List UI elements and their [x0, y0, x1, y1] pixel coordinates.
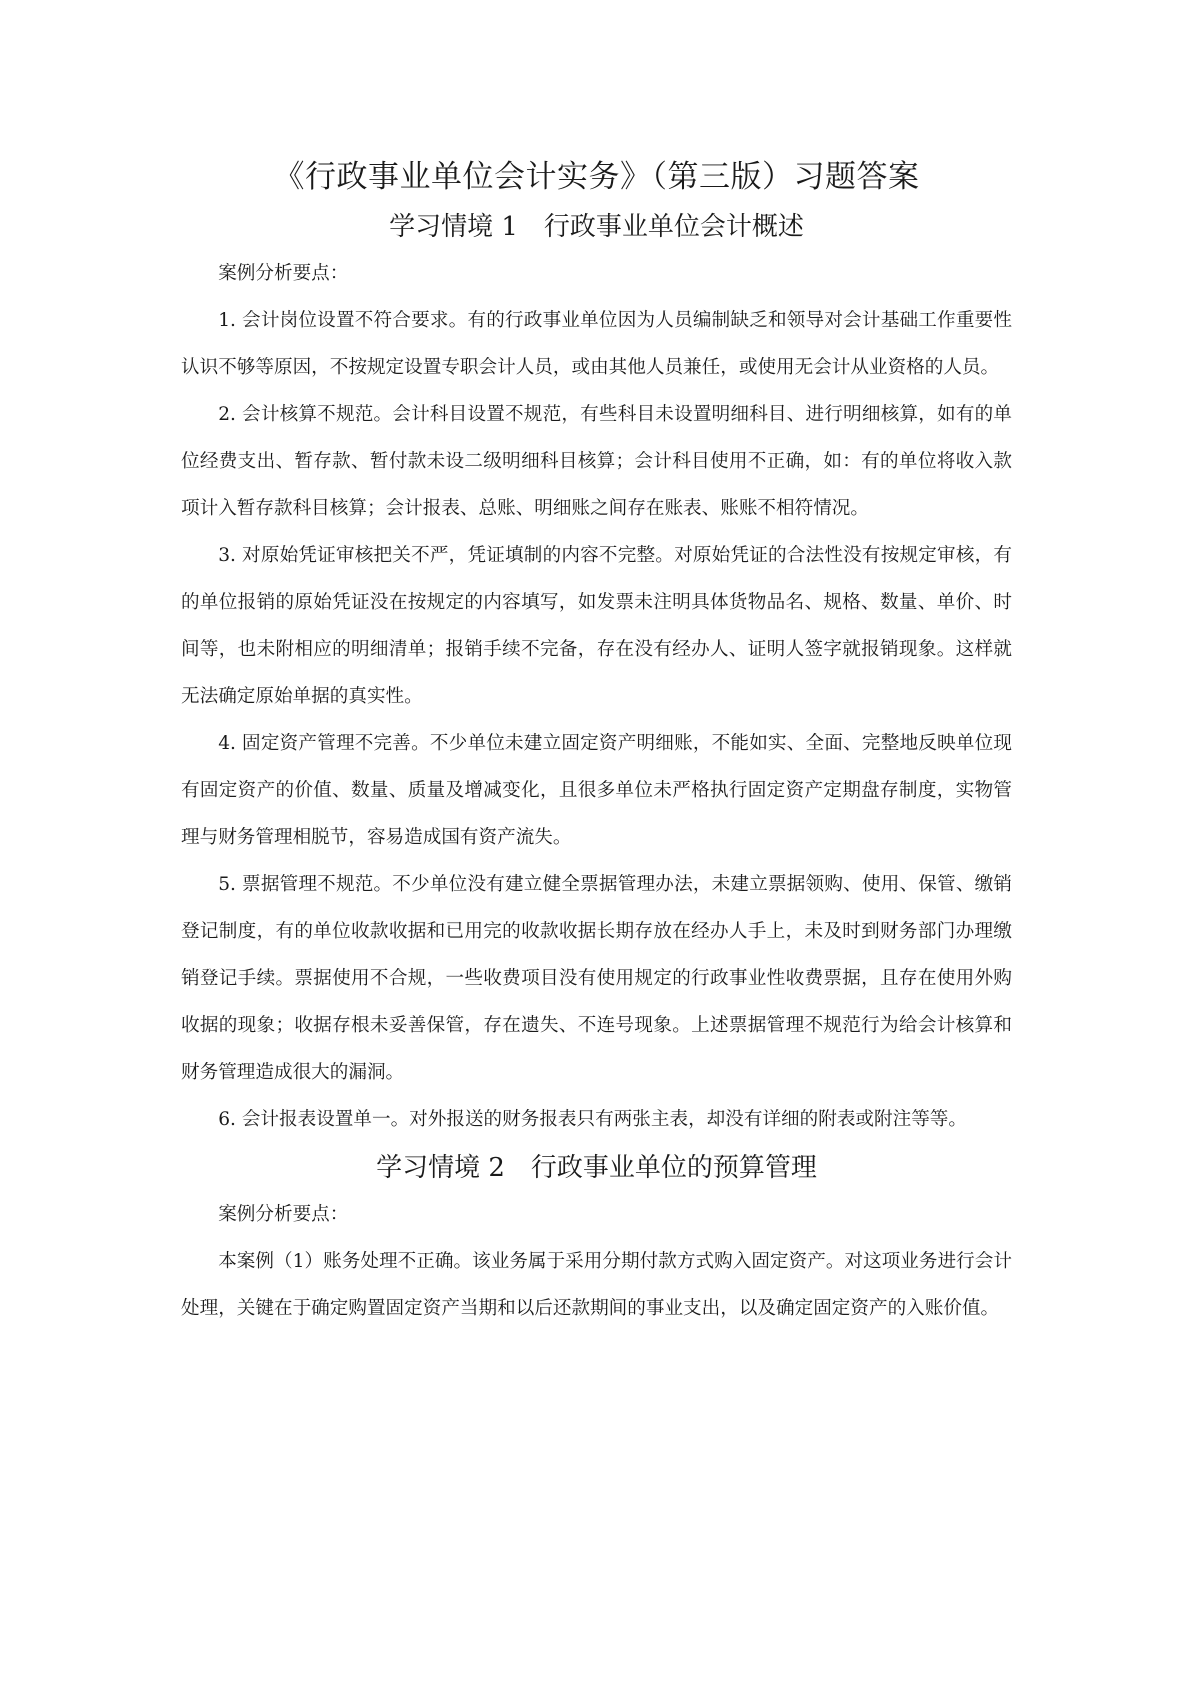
document-title: 《行政事业单位会计实务》（第三版）习题答案 — [273, 159, 920, 195]
document-page — [181, 150, 1012, 1332]
section-1-body — [181, 250, 1012, 1143]
section-1-point-5: 5. 票据管理不规范。不少单位没有建立健全票据管理办法，未建立票据领购、使用、保管、缴销登记制度，有的单位收款收据和已用完的收款收据长期存放在经办人手上，未及时到财务部门办理缴销登记手续。票据使用不合规，一些收费项目没有使用规定的行政事业性收费票据，且存在使用外购收据的现象；收据存根未妥善保管，存在遗失、不连号现象。上述票据管理不规范行为给会计核算和财务管理造成很大的漏洞。 — [181, 874, 1012, 1083]
section-1-point-4: 4. 固定资产管理不完善。不少单位未建立固定资产明细账，不能如实、全面、完整地反映单位现有固定资产的价值、数量、质量及增减变化，且很多单位未严格执行固定资产定期盘存制度，实物管理与财务管理相脱节，容易造成国有资产流失。 — [181, 733, 1012, 848]
section-2-body — [181, 1191, 1012, 1332]
section-2-paragraph-1: 本案例（1）账务处理不正确。该业务属于采用分期付款方式购入固定资产。对这项业务进行会计处理，关键在于确定购置固定资产当期和以后还款期间的事业支出，以及确定固定资产的入账价值。 — [181, 1251, 1012, 1319]
section-1-intro: 案例分析要点： — [218, 263, 349, 284]
section-1-number: 学习情境 1 — [389, 212, 518, 242]
section-1-point-3: 3. 对原始凭证审核把关不严，凭证填制的内容不完整。对原始凭证的合法性没有按规定审核，有的单位报销的原始凭证没在按规定的内容填写，如发票未注明具体货物品名、规格、数量、单价、时间等，也未附相应的明细清单；报销手续不完备，存在没有经办人、证明人签字就报销现象。这样就无法确定原始单据的真实性。 — [181, 545, 1012, 707]
section-1-point-2: 2. 会计核算不规范。会计科目设置不规范，有些科目未设置明细科目、进行明细核算，如有的单位经费支出、暂存款、暂付款未设二级明细科目核算；会计科目使用不正确，如：有的单位将收入款项计入暂存款科目核算；会计报表、总账、明细账之间存在账表、账账不相符情况。 — [181, 404, 1012, 519]
section-1-point-1: 1. 会计岗位设置不符合要求。有的行政事业单位因为人员编制缺乏和领导对会计基础工作重要性认识不够等原因，不按规定设置专职会计人员，或由其他人员兼任，或使用无会计从业资格的人员。 — [181, 310, 1012, 378]
section-1-title — [181, 204, 1012, 250]
section-2-intro: 案例分析要点： — [218, 1204, 349, 1225]
section-2-number: 学习情境 2 — [376, 1153, 505, 1183]
section-2-title — [181, 1145, 1012, 1191]
section-2-name: 行政事业单位的预算管理 — [530, 1153, 817, 1183]
section-1-name: 行政事业单位会计概述 — [543, 212, 804, 242]
section-1-point-6: 6. 会计报表设置单一。对外报送的财务报表只有两张主表，却没有详细的附表或附注等等。 — [218, 1109, 967, 1130]
